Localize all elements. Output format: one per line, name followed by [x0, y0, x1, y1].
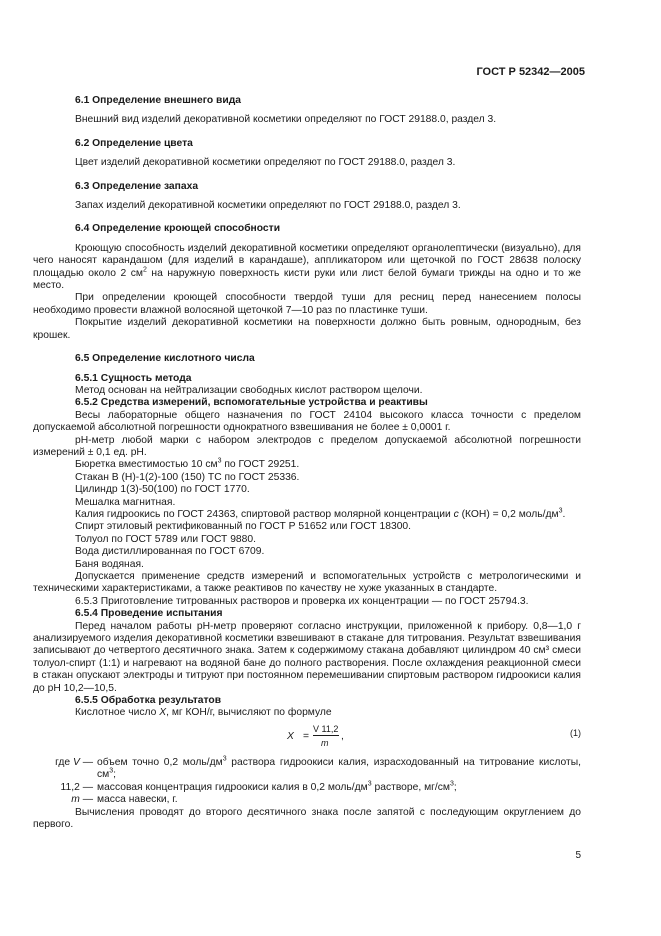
equipment-bath: Баня водяная.	[75, 558, 144, 570]
definition-v: где V — объем точно 0,2 моль/$дм^3$ раствора гидроокиси калия, израсходованный на титрование кислоты, $см^3$;	[55, 755, 582, 781]
formula-denominator: m	[321, 737, 329, 748]
equipment-burette: Бюретка вместимостью 10 $см^3$ по ГОСТ 29251.	[75, 457, 300, 471]
formula-1	[33, 723, 581, 753]
equipment-cylinder: Цилиндр 1(3)-50(100) по ГОСТ 1770.	[75, 484, 250, 496]
section-6-5-1-title: 6.5.1 Сущность метода	[75, 372, 192, 384]
section-6-4-paragraph-3: Покрытие изделий декоративной косметики на поверхности должно быть ровным, однородным, без крошек.	[33, 317, 581, 341]
section-6-3-title: 6.3 Определение запаха	[75, 180, 199, 192]
section-6-5-5-title: 6.5.5 Обработка результатов	[75, 695, 222, 707]
section-6-5-5-text: Кислотное число X, мг КОН/г, вычисляют по формуле	[75, 707, 332, 719]
reagent-toluene: Толуол по ГОСТ 5789 или ГОСТ 9880.	[75, 533, 256, 545]
section-6-5-4-text: Перед началом работы pH-метр проверяют согласно инструкции, приложенной к прибору. 0,8—1,0 г анализируемого изделия декоративной косметики взвешивают в стакане для титрования. Результат взвешивания записывают до четвертого десятичного знака. Затем к содержимому стакана добавляют цилиндром 40 см³ смеси толуол-спирт (1:1) и нагревают на водяной бане до полного растворения. После охлаждения реакционной смеси в стакан опускают электроды и титруют при постоянном перемешивании спиртовым раствором гидроокиси калия до pH 10,2—10,5.	[33, 620, 581, 694]
document-body	[33, 95, 581, 831]
section-6-4-title: 6.4 Определение кроющей способности	[75, 223, 281, 235]
formula-equals: =	[303, 730, 310, 742]
section-6-5-2-title: 6.5.2 Средства измерений, вспомогательные устройства и реактивы	[75, 397, 428, 409]
section-6-2-text: Цвет изделий декоративной косметики определяют по ГОСТ 29188.0, раздел 3.	[75, 157, 456, 169]
document-header: ГОСТ Р 52342—2005	[476, 66, 585, 78]
substitution-note: Допускается применение средств измерений и вспомогательных устройств с метрологическими и техническими характеристиками, а также реактивов по качеству не хуже указанных в стандарте.	[33, 571, 581, 595]
reagent-water: Вода дистиллированная по ГОСТ 6709.	[75, 546, 265, 558]
section-6-2-title: 6.2 Определение цвета	[75, 137, 193, 149]
section-6-5-title: 6.5 Определение кислотного числа	[75, 353, 255, 365]
equipment-beaker: Стакан В (Н)-1(2)-100 (150) ТС по ГОСТ 25336.	[75, 471, 300, 483]
reagent-alcohol: Спирт этиловый ректификованный по ГОСТ Р 51652 или ГОСТ 18300.	[75, 521, 412, 533]
equipment-ph-meter: pH-метр любой марки с набором электродов с пределом допускаемой абсолютной погрешности измерений ± 0,1 ед. pH.	[33, 434, 581, 458]
formula-lhs: X	[287, 730, 294, 742]
section-6-4-paragraph-2: При определении кроющей способности твердой туши для ресниц перед нанесением полосы необходимо провести влажной волосяной щеточкой 7—10 раз по пластинке туши.	[33, 292, 581, 316]
formula-number: (1)	[570, 727, 581, 738]
section-6-5-4-title: 6.5.4 Проведение испытания	[75, 608, 223, 620]
section-6-4-paragraph-1: Кроющую способность изделий декоративной косметики определяют органолептически (визуально), для чего наносят карандашом (для изделий в карандаше), аппликатором или щеточкой по ГОСТ 28638 полоску площадью около 2 $см^2$ на наружную поверхность кисти руки или лист белой бумаги трижды на одно и то же место.	[33, 242, 581, 292]
formula-definitions	[33, 757, 581, 807]
definition-m: m — масса навески, г.	[71, 794, 178, 806]
final-paragraph: Вычисления проводят до второго десятичного знака после запятой с последующим округлением до первого.	[33, 806, 581, 830]
section-6-1-title: 6.1 Определение внешнего вида	[75, 95, 241, 106]
section-6-1-text: Внешний вид изделий декоративной косметики определяют по ГОСТ 29188.0, раздел 3.	[75, 114, 497, 126]
definition-11-2: 11,2 — массовая концентрация гидроокиси калия в 0,2 моль/$дм^3$ растворе, $мг/см^3$;	[60, 780, 457, 793]
reagent-koh: Калия гидроокись по ГОСТ 24363, спиртовой раствор молярной концентрации с (КОН) = 0,2 моль/$дм^3$.	[75, 507, 566, 520]
formula-comma: ,	[341, 730, 344, 742]
equipment-scales: Весы лабораторные общего назначения по ГОСТ 24104 высокого класса точности с пределом допускаемой абсолютной погрешности однократного взвешивания не более ± 0,0001 г.	[33, 409, 581, 434]
formula-numerator: V 11,2	[313, 723, 339, 734]
section-6-3-text: Запах изделий декоративной косметики определяют по ГОСТ 29188.0, раздел 3.	[75, 200, 461, 212]
section-6-5-1-text: Метод основан на нейтрализации свободных кислот раствором щелочи.	[75, 384, 423, 396]
equipment-stirrer: Мешалка магнитная.	[75, 496, 176, 508]
section-6-5-3-text: 6.5.3 Приготовление титрованных растворов и проверка их концентрации — по ГОСТ 25794.3.	[75, 595, 529, 607]
page-number: 5	[575, 850, 581, 861]
formula-fraction-bar	[313, 735, 339, 736]
